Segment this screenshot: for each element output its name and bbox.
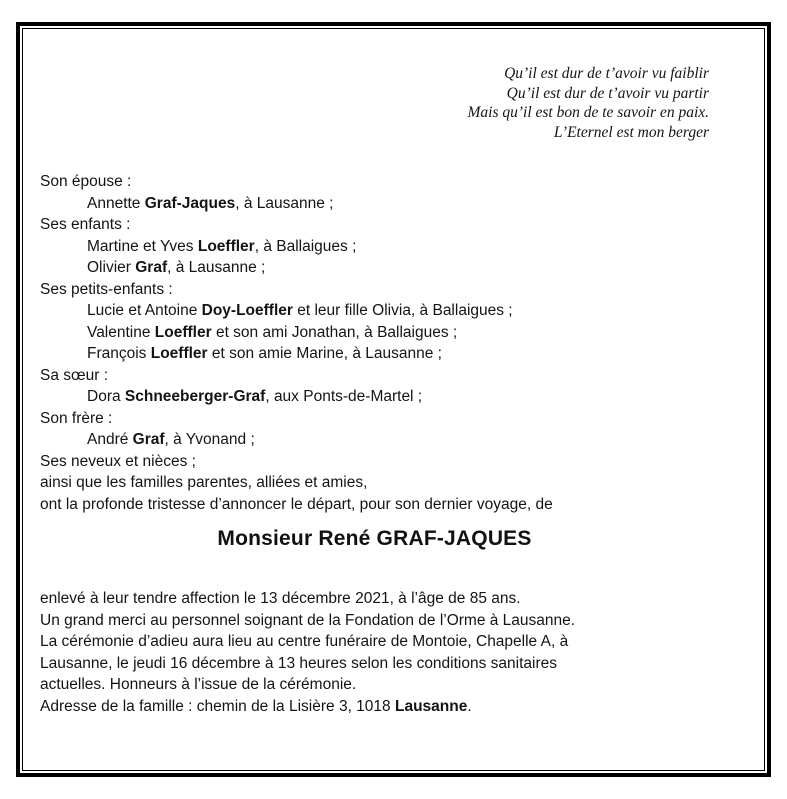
details-line xyxy=(40,610,709,632)
family-line xyxy=(40,386,709,408)
funeral-details xyxy=(40,588,709,717)
family-list xyxy=(40,171,709,515)
decorative-frame-outer xyxy=(16,22,771,777)
text-segment: André xyxy=(87,431,133,448)
text-segment: Lucie et Antoine xyxy=(87,302,202,319)
family-line xyxy=(40,408,709,430)
text-segment: Un grand merci au personnel soignant de la Fondation de l’Orme à Lausanne. xyxy=(40,611,576,629)
text-segment: Son frère : xyxy=(40,409,113,427)
text-segment: L’Eternel est mon berger xyxy=(553,123,709,141)
text-segment: ont la profonde tristesse d’annoncer le départ, pour son dernier voyage, de xyxy=(40,495,553,513)
epigraph-line xyxy=(40,64,709,84)
text-segment: François xyxy=(87,345,151,362)
family-line xyxy=(40,193,709,215)
text-segment: Mais qu’il est bon de te savoir en paix. xyxy=(467,104,709,121)
family-line xyxy=(40,451,709,473)
epigraph-verse xyxy=(40,64,709,142)
text-segment: Olivier xyxy=(87,259,136,276)
text-segment: Sa sœur : xyxy=(40,366,109,384)
emphasized-name: Graf xyxy=(135,259,168,276)
text-segment: Martine et Yves xyxy=(87,237,198,255)
family-line xyxy=(40,322,709,344)
text-segment: et son amie Marine, à Lausanne ; xyxy=(207,345,442,362)
emphasized-name: Schneeberger-Graf xyxy=(124,388,266,405)
family-line xyxy=(40,472,709,494)
text-segment: , à Lausanne ; xyxy=(167,259,266,276)
text-segment: . xyxy=(467,697,472,715)
text-segment: ainsi que les familles parentes, alliées et amies, xyxy=(40,474,368,491)
family-line xyxy=(40,494,709,516)
text-segment: , à Lausanne ; xyxy=(235,194,334,212)
text-segment: Dora xyxy=(87,388,125,405)
decorative-frame-inner xyxy=(22,28,765,771)
text-segment: Ses petits-enfants : xyxy=(40,280,173,298)
details-line xyxy=(40,696,709,718)
text-segment: Annette xyxy=(87,194,145,212)
emphasized-name: Loeffler xyxy=(197,237,255,255)
text-segment: , à Ballaigues ; xyxy=(254,237,357,255)
emphasized-name: Graf-Jaques xyxy=(144,194,236,212)
text-segment: enlevé à leur tendre affection le 13 décembre 2021, à l’âge de 85 ans. xyxy=(40,590,521,607)
family-line xyxy=(40,365,709,387)
text-segment: , à Yvonand ; xyxy=(164,431,255,448)
text-segment: La cérémonie d’adieu aura lieu au centre funéraire de Montoie, Chapelle A, à xyxy=(40,633,569,650)
details-line xyxy=(40,588,709,610)
details-line xyxy=(40,653,709,675)
text-segment: Qu’il est dur de t’avoir vu partir xyxy=(506,84,709,102)
epigraph-line xyxy=(40,103,709,123)
emphasized-name: Doy-Loeffler xyxy=(201,302,293,319)
family-line xyxy=(40,236,709,258)
emphasized-name: Loeffler xyxy=(154,323,212,341)
family-line xyxy=(40,257,709,279)
text-segment: Lausanne, le jeudi 16 décembre à 13 heures selon les conditions sanitaires xyxy=(40,654,558,672)
text-segment: et leur fille Olivia, à Ballaigues ; xyxy=(292,302,513,319)
epigraph-line xyxy=(40,123,709,143)
text-segment: actuelles. Honneurs à l’issue de la cérémonie. xyxy=(40,676,357,693)
family-line xyxy=(40,343,709,365)
family-line xyxy=(40,171,709,193)
text-segment: Valentine xyxy=(87,323,155,341)
emphasized-name: Graf xyxy=(132,431,165,448)
family-line xyxy=(40,214,709,236)
family-line xyxy=(40,429,709,451)
emphasized-name: Loeffler xyxy=(150,345,208,362)
epigraph-line xyxy=(40,84,709,104)
text-segment: Qu’il est dur de t’avoir vu faiblir xyxy=(504,65,709,82)
family-line xyxy=(40,300,709,322)
text-segment: Son épouse : xyxy=(40,173,132,190)
text-segment: Ses neveux et nièces ; xyxy=(40,452,196,470)
text-segment: , aux Ponts-de-Martel ; xyxy=(265,388,423,405)
obituary-content xyxy=(23,29,764,770)
details-line xyxy=(40,631,709,653)
text-segment: et son ami Jonathan, à Ballaigues ; xyxy=(211,323,458,341)
text-segment: Ses enfants : xyxy=(40,216,131,233)
family-line xyxy=(40,279,709,301)
text-segment: Adresse de la famille : chemin de la Lisière 3, 1018 xyxy=(40,697,395,715)
emphasized-name: Lausanne xyxy=(394,697,468,715)
deceased-name: Monsieur René GRAF-JAQUES xyxy=(217,527,532,550)
details-line xyxy=(40,674,709,696)
